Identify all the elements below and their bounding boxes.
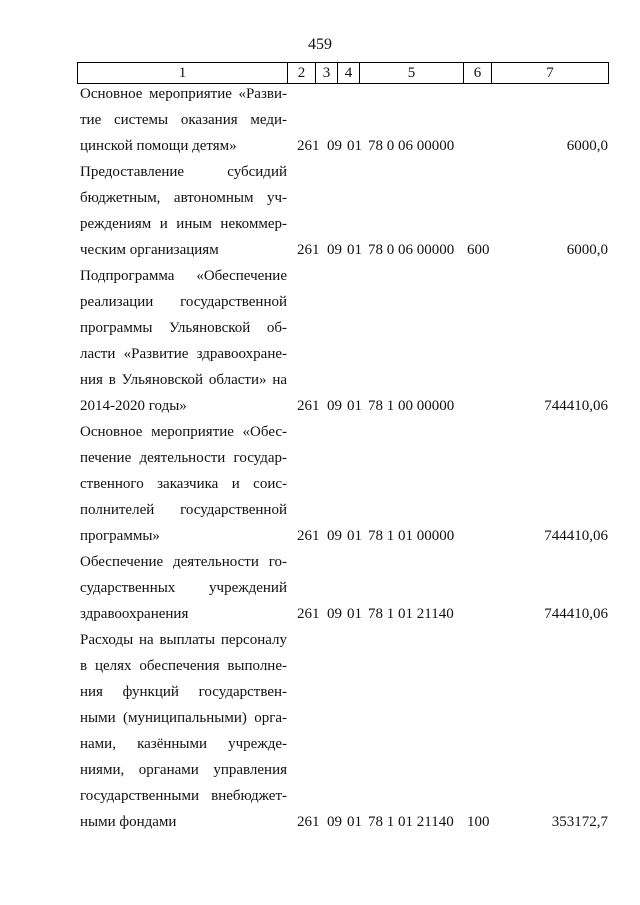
row-name-line: ными (муниципальными) орга- xyxy=(80,710,287,726)
row-gr: 261 xyxy=(297,606,320,622)
row-sum: 744410,06 xyxy=(544,528,608,544)
budget-rows xyxy=(0,81,640,835)
row-name-line: Основное мероприятие «Разви- xyxy=(80,86,287,102)
row-gr: 261 xyxy=(297,138,320,154)
page-number: 459 xyxy=(308,36,332,53)
row-cs: 78 0 06 00000 xyxy=(368,138,455,154)
row-rz: 09 xyxy=(327,398,342,414)
row-codes xyxy=(0,133,640,159)
header-col-3: 3 xyxy=(316,63,338,83)
row-name-line: сударственных учреждений xyxy=(80,580,287,596)
row-name-line: ния в Ульяновской области» на xyxy=(80,372,287,388)
row-name-line: полнителей государственной xyxy=(80,502,287,518)
row-name-line: ственного заказчика и соис- xyxy=(80,476,287,492)
row-codes xyxy=(0,237,640,263)
row-pr: 01 xyxy=(347,138,362,154)
header-col-6: 6 xyxy=(464,63,492,83)
header-col-5: 5 xyxy=(360,63,464,83)
row-name-line: государственными внебюджет- xyxy=(80,788,287,804)
row-name-line: нами, казёнными учрежде- xyxy=(80,736,287,752)
row-pr: 01 xyxy=(347,242,362,258)
row-rz: 09 xyxy=(327,138,342,154)
row-pr: 01 xyxy=(347,528,362,544)
row-name-line: Основное мероприятие «Обес- xyxy=(80,424,287,440)
row-vr: 600 xyxy=(467,242,490,258)
row-codes xyxy=(0,393,640,419)
header-col-2: 2 xyxy=(288,63,316,83)
row-gr: 261 xyxy=(297,242,320,258)
table-row xyxy=(0,419,640,549)
row-gr: 261 xyxy=(297,398,320,414)
row-sum: 744410,06 xyxy=(544,606,608,622)
row-pr: 01 xyxy=(347,814,362,830)
row-codes xyxy=(0,523,640,549)
row-codes xyxy=(0,601,640,627)
row-rz: 09 xyxy=(327,814,342,830)
row-name-line: реализации государственной xyxy=(80,294,287,310)
row-rz: 09 xyxy=(327,242,342,258)
header-col-4: 4 xyxy=(338,63,360,83)
row-gr: 261 xyxy=(297,814,320,830)
header-col-1: 1 xyxy=(78,63,288,83)
row-name-line: ными фондами xyxy=(80,814,177,830)
row-name-line: ниями, органами управления xyxy=(80,762,287,778)
row-sum: 6000,0 xyxy=(566,138,608,154)
row-name-line: программы» xyxy=(80,528,160,544)
row-pr: 01 xyxy=(347,398,362,414)
table-row xyxy=(0,263,640,419)
row-rz: 09 xyxy=(327,528,342,544)
row-sum: 353172,7 xyxy=(551,814,608,830)
row-name-line: бюджетным, автономным уч- xyxy=(80,190,287,206)
row-name-line: цинской помощи детям» xyxy=(80,138,237,154)
row-name-line: здравоохранения xyxy=(80,606,189,622)
row-name-line: в целях обеспечения выполне- xyxy=(80,658,287,674)
row-name-line: Подпрограмма «Обеспечение xyxy=(80,268,287,284)
row-vr: 100 xyxy=(467,814,490,830)
row-name-line: печение деятельности государ- xyxy=(80,450,287,466)
row-pr: 01 xyxy=(347,606,362,622)
row-name-line: Предоставление субсидий xyxy=(80,164,287,180)
row-name-line: ческим организациям xyxy=(80,242,219,258)
row-rz: 09 xyxy=(327,606,342,622)
row-name-line: 2014-2020 годы» xyxy=(80,398,187,414)
row-sum: 744410,06 xyxy=(544,398,608,414)
row-name-line: ласти «Развитие здравоохране- xyxy=(80,346,287,362)
row-name-line: тие системы оказания меди- xyxy=(80,112,287,128)
row-name-line: Обеспечение деятельности го- xyxy=(80,554,287,570)
row-name-line: ния функций государствен- xyxy=(80,684,287,700)
table-row xyxy=(0,627,640,835)
row-cs: 78 0 06 00000 xyxy=(368,242,455,258)
row-name-line: реждениям и иным некоммер- xyxy=(80,216,287,232)
table-row xyxy=(0,549,640,627)
row-name xyxy=(80,627,287,835)
row-cs: 78 1 01 21140 xyxy=(368,814,454,830)
row-cs: 78 1 01 21140 xyxy=(368,606,454,622)
table-row xyxy=(0,159,640,263)
row-gr: 261 xyxy=(297,528,320,544)
row-codes xyxy=(0,809,640,835)
row-sum: 6000,0 xyxy=(566,242,608,258)
row-name-line: программы Ульяновской об- xyxy=(80,320,287,336)
table-row xyxy=(0,81,640,159)
row-cs: 78 1 00 00000 xyxy=(368,398,455,414)
row-name-line: Расходы на выплаты персоналу xyxy=(80,632,287,648)
row-cs: 78 1 01 00000 xyxy=(368,528,455,544)
header-col-7: 7 xyxy=(546,65,554,81)
